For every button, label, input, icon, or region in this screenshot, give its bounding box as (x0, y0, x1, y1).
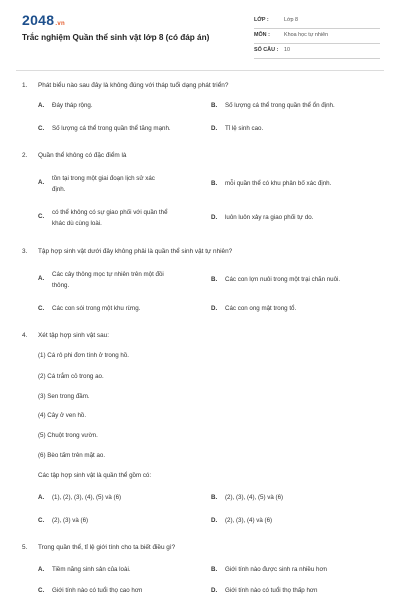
question-number: 3. (22, 248, 28, 255)
option-text: Tỉ lệ sinh cao. (225, 125, 264, 132)
option-letter: B. (211, 102, 218, 109)
header-divider (16, 70, 384, 71)
meta-value: 10 (284, 47, 290, 53)
document-header (0, 0, 400, 66)
meta-value: Lớp 8 (284, 17, 299, 23)
logo-text: 2048 (22, 12, 55, 28)
option-letter: B. (211, 566, 218, 573)
statement-item: (4) Cây ở ven hồ. (38, 412, 87, 419)
option-text: Số lượng cá thể trong quần thể ổn định. (225, 102, 335, 109)
option-letter: D. (211, 125, 218, 132)
question-text: Xét tập hợp sinh vật sau: (38, 332, 109, 339)
option-text: Các con lợn nuôi trong một trại chăn nuôi. (225, 276, 341, 283)
document-title: Trắc nghiệm Quần thể sinh vật lớp 8 (có đáp án) (22, 33, 210, 42)
option-text: Các cây thông mọc tự nhiên trên một đồi (52, 271, 164, 278)
option-letter: C. (38, 125, 45, 132)
meta-row-subject (254, 29, 380, 44)
option-letter: D. (211, 305, 218, 312)
option-letter: D. (211, 517, 218, 524)
option-text: Số lượng cá thể trong quần thể tăng mạnh. (52, 125, 171, 132)
option-text: Giới tính nào có tuổi thọ cao hơn (52, 587, 143, 594)
option-text: Đáy tháp rộng. (52, 102, 93, 109)
statement-item: (6) Bèo tấm trên mặt ao. (38, 452, 106, 459)
option-text: Các con sói trong một khu rừng. (52, 305, 141, 312)
option-text-cont: định. (52, 186, 66, 193)
option-letter: C. (38, 517, 45, 524)
meta-row-count (254, 44, 380, 59)
question-text: Quần thể không có đặc điểm là (38, 152, 127, 159)
option-text: (1), (2), (3), (4), (5) và (6) (52, 494, 122, 501)
question-number: 1. (22, 82, 28, 89)
statement-item: (1) Cá rô phi đơn tính ở trong hồ. (38, 352, 130, 359)
option-letter: A. (38, 102, 45, 109)
option-text: Giới tính nào được sinh ra nhiều hơn (225, 566, 327, 573)
option-letter: D. (211, 587, 218, 594)
statement-item: (3) Sen trong đầm. (38, 393, 90, 400)
question-text: Tập hợp sinh vật dưới đây không phải là quần thể sinh vật tự nhiên? (38, 248, 233, 255)
option-letter: A. (38, 494, 45, 501)
option-text: Các con ong mật trong tổ. (225, 305, 297, 312)
statement-item: (5) Chuột trong vườn. (38, 432, 98, 439)
option-text-cont: thông. (52, 282, 70, 289)
question-prompt: Các tập hợp sinh vật là quần thể gồm có: (38, 472, 152, 479)
option-text-cont: khác dù cùng loài. (52, 220, 102, 227)
option-letter: D. (211, 214, 218, 221)
meta-key: SỐ CÂU : (254, 47, 279, 53)
option-letter: B. (211, 276, 218, 283)
meta-key: MÔN : (254, 32, 270, 38)
question-number: 4. (22, 332, 28, 339)
option-letter: A. (38, 566, 45, 573)
meta-table (254, 14, 380, 59)
statement-item: (2) Cá trắm cỏ trong ao. (38, 373, 104, 380)
meta-value: Khoa học tự nhiên (284, 32, 329, 38)
option-text: Tiềm năng sinh sản của loài. (52, 566, 131, 573)
option-letter: A. (38, 275, 45, 282)
option-text: có thể không có sự giao phối với quần thể (52, 209, 168, 216)
question-text: Trong quần thể, tỉ lệ giới tính cho ta biết điều gì? (38, 544, 176, 551)
option-text: (2), (3), (4), (5) và (6) (225, 494, 284, 501)
question-number: 5. (22, 544, 28, 551)
meta-key: LỚP : (254, 17, 269, 23)
option-letter: C. (38, 587, 45, 594)
option-letter: B. (211, 494, 218, 501)
option-letter: B. (211, 180, 218, 187)
site-logo[interactable] (22, 12, 65, 28)
option-letter: C. (38, 305, 45, 312)
logo-tld: .vn (55, 21, 65, 27)
question-number: 2. (22, 152, 28, 159)
option-text: (2), (3) và (6) (52, 517, 89, 524)
option-letter: C. (38, 213, 45, 220)
option-text: luôn luôn xảy ra giao phối tự do. (225, 214, 314, 221)
option-text: tồn tại trong một giai đoạn lịch sử xác (52, 175, 155, 182)
option-text: Giới tính nào có tuổi thọ thấp hơn (225, 587, 318, 594)
option-text: mỗi quần thể có khu phân bố xác định. (225, 180, 332, 187)
meta-row-class (254, 14, 380, 29)
option-letter: A. (38, 179, 45, 186)
option-text: (2), (3), (4) và (6) (225, 517, 273, 524)
question-text: Phát biểu nào sau đây là không đúng với tháp tuổi dạng phát triển? (38, 82, 229, 89)
